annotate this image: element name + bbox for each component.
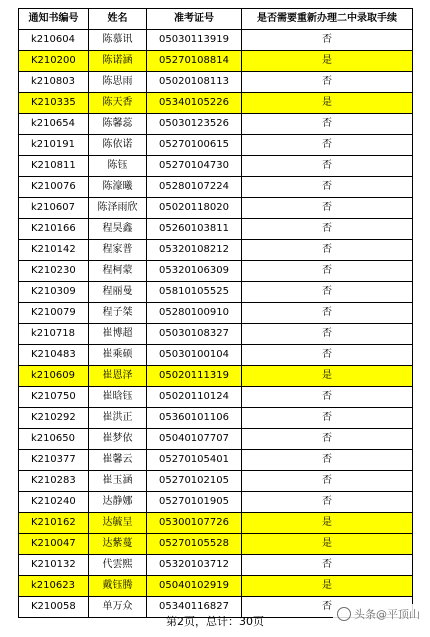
cell-exam-number: 05030108327 (147, 324, 242, 345)
cell-exam-number: 05020111319 (147, 366, 242, 387)
cell-notice-number: K210283 (19, 471, 89, 492)
cell-exam-number: 05270105401 (147, 450, 242, 471)
cell-exam-number: 05030100104 (147, 345, 242, 366)
table-row (19, 471, 413, 492)
cell-exam-number: 05020108113 (147, 72, 242, 93)
cell-name: 陈馨蕊 (89, 114, 147, 135)
cell-exam-number: 05020118020 (147, 198, 242, 219)
table-row (19, 282, 413, 303)
cell-redo-procedure: 否 (242, 471, 413, 492)
cell-redo-procedure: 是 (242, 366, 413, 387)
cell-name: 单万众 (89, 597, 147, 618)
cell-notice-number: k210718 (19, 324, 89, 345)
cell-notice-number: K210058 (19, 597, 89, 618)
table-row (19, 51, 413, 72)
cell-redo-procedure: 否 (242, 177, 413, 198)
header-exam-number: 准考证号 (147, 9, 242, 30)
cell-name: 戴钰腾 (89, 576, 147, 597)
cell-redo-procedure: 否 (242, 261, 413, 282)
table-row (19, 576, 413, 597)
table-row (19, 429, 413, 450)
cell-redo-procedure: 否 (242, 387, 413, 408)
watermark-text: 头条@平顶山 (354, 608, 420, 621)
cell-exam-number: 05270101905 (147, 492, 242, 513)
watermark (333, 604, 424, 624)
admission-table (18, 8, 413, 618)
cell-exam-number: 05270108814 (147, 51, 242, 72)
cell-notice-number: k210191 (19, 135, 89, 156)
table-row (19, 93, 413, 114)
cell-redo-procedure: 否 (242, 345, 413, 366)
cell-name: 程昊鑫 (89, 219, 147, 240)
cell-notice-number: K210309 (19, 282, 89, 303)
cell-notice-number: K210750 (19, 387, 89, 408)
cell-name: 程柯蒙 (89, 261, 147, 282)
cell-redo-procedure: 否 (242, 492, 413, 513)
cell-name: 陈思雨 (89, 72, 147, 93)
cell-notice-number: K210811 (19, 156, 89, 177)
cell-notice-number: K210292 (19, 408, 89, 429)
table-row (19, 240, 413, 261)
cell-name: 达紫蔓 (89, 534, 147, 555)
cell-exam-number: 05270100615 (147, 135, 242, 156)
cell-redo-procedure: 否 (242, 219, 413, 240)
table-row (19, 513, 413, 534)
cell-name: 程家普 (89, 240, 147, 261)
cell-exam-number: 05320108212 (147, 240, 242, 261)
cell-name: 达静娜 (89, 492, 147, 513)
table-row (19, 156, 413, 177)
page-footer: 第2页，总计：30页 (166, 615, 264, 628)
cell-name: 陈天香 (89, 93, 147, 114)
table-row (19, 534, 413, 555)
cell-notice-number: k210604 (19, 30, 89, 51)
table-row (19, 555, 413, 576)
cell-redo-procedure: 是 (242, 576, 413, 597)
cell-exam-number: 05320103712 (147, 555, 242, 576)
table-body (19, 30, 413, 618)
cell-notice-number: K210200 (19, 51, 89, 72)
cell-exam-number: 05280100910 (147, 303, 242, 324)
cell-notice-number: K210162 (19, 513, 89, 534)
cell-notice-number: K210079 (19, 303, 89, 324)
cell-notice-number: K210076 (19, 177, 89, 198)
cell-name: 崔晗钰 (89, 387, 147, 408)
cell-notice-number: k210650 (19, 429, 89, 450)
cell-redo-procedure: 是 (242, 534, 413, 555)
table-row (19, 492, 413, 513)
cell-redo-procedure: 否 (242, 303, 413, 324)
cell-name: 陈泽雨欣 (89, 198, 147, 219)
table-row (19, 114, 413, 135)
cell-redo-procedure: 是 (242, 513, 413, 534)
cell-exam-number: 05320106309 (147, 261, 242, 282)
cell-redo-procedure: 否 (242, 597, 413, 618)
cell-name: 崔梦依 (89, 429, 147, 450)
cell-name: 崔馨云 (89, 450, 147, 471)
cell-notice-number: K210142 (19, 240, 89, 261)
table-row (19, 135, 413, 156)
cell-notice-number: K210377 (19, 450, 89, 471)
cell-redo-procedure: 否 (242, 198, 413, 219)
table-row (19, 30, 413, 51)
table-header-row (19, 9, 413, 30)
table-row (19, 450, 413, 471)
cell-exam-number: 05360101106 (147, 408, 242, 429)
cell-redo-procedure: 否 (242, 156, 413, 177)
cell-notice-number: k210607 (19, 198, 89, 219)
cell-name: 陈依诺 (89, 135, 147, 156)
cell-notice-number: K210132 (19, 555, 89, 576)
cell-redo-procedure: 否 (242, 114, 413, 135)
cell-name: 陈钰 (89, 156, 147, 177)
table-row (19, 72, 413, 93)
cell-name: 程子桀 (89, 303, 147, 324)
cell-redo-procedure: 否 (242, 240, 413, 261)
table-row (19, 366, 413, 387)
table-row (19, 219, 413, 240)
cell-exam-number: 05020110124 (147, 387, 242, 408)
cell-exam-number: 05040107707 (147, 429, 242, 450)
cell-redo-procedure: 是 (242, 51, 413, 72)
cell-name: 崔博超 (89, 324, 147, 345)
cell-notice-number: k210623 (19, 576, 89, 597)
cell-notice-number: k210654 (19, 114, 89, 135)
cell-name: 代雲熙 (89, 555, 147, 576)
cell-name: 崔洪正 (89, 408, 147, 429)
cell-name: 陈濠曦 (89, 177, 147, 198)
admission-list-sheet (18, 8, 412, 618)
cell-notice-number: K210483 (19, 345, 89, 366)
cell-notice-number: K210047 (19, 534, 89, 555)
table-row (19, 177, 413, 198)
cell-name: 达毓呈 (89, 513, 147, 534)
cell-name: 崔乘硕 (89, 345, 147, 366)
cell-name: 崔玉涵 (89, 471, 147, 492)
cell-name: 崔恩泽 (89, 366, 147, 387)
table-row (19, 345, 413, 366)
cell-exam-number: 05030123526 (147, 114, 242, 135)
cell-redo-procedure: 是 (242, 93, 413, 114)
cell-exam-number: 05030113919 (147, 30, 242, 51)
header-name: 姓名 (89, 9, 147, 30)
table-row (19, 303, 413, 324)
cell-redo-procedure: 否 (242, 555, 413, 576)
table-row (19, 198, 413, 219)
cell-redo-procedure: 否 (242, 408, 413, 429)
cell-exam-number: 05300107726 (147, 513, 242, 534)
cell-exam-number: 05270105528 (147, 534, 242, 555)
cell-notice-number: k210609 (19, 366, 89, 387)
table-row (19, 324, 413, 345)
cell-notice-number: K210240 (19, 492, 89, 513)
cell-redo-procedure: 否 (242, 30, 413, 51)
cell-exam-number: 05260103811 (147, 219, 242, 240)
cell-exam-number: 05340105226 (147, 93, 242, 114)
cell-exam-number: 05340116827 (147, 597, 242, 618)
cell-name: 陈慕讯 (89, 30, 147, 51)
header-notice-number: 通知书编号 (19, 9, 89, 30)
cell-name: 陈诺涵 (89, 51, 147, 72)
cell-notice-number: K210166 (19, 219, 89, 240)
table-row (19, 387, 413, 408)
cell-notice-number: k210803 (19, 72, 89, 93)
cell-redo-procedure: 否 (242, 72, 413, 93)
cell-redo-procedure: 否 (242, 324, 413, 345)
cell-redo-procedure: 否 (242, 282, 413, 303)
cell-notice-number: K210230 (19, 261, 89, 282)
cell-redo-procedure: 否 (242, 450, 413, 471)
cell-exam-number: 05810105525 (147, 282, 242, 303)
cell-redo-procedure: 否 (242, 429, 413, 450)
cell-redo-procedure: 否 (242, 135, 413, 156)
cell-notice-number: K210335 (19, 93, 89, 114)
cell-name: 程丽曼 (89, 282, 147, 303)
table-row (19, 261, 413, 282)
table-row (19, 408, 413, 429)
cell-exam-number: 05040102919 (147, 576, 242, 597)
circle-logo-icon (337, 607, 351, 621)
cell-exam-number: 05270102105 (147, 471, 242, 492)
header-redo-procedure: 是否需要重新办理二中录取手续 (242, 9, 413, 30)
cell-exam-number: 05270104730 (147, 156, 242, 177)
cell-exam-number: 05280107224 (147, 177, 242, 198)
